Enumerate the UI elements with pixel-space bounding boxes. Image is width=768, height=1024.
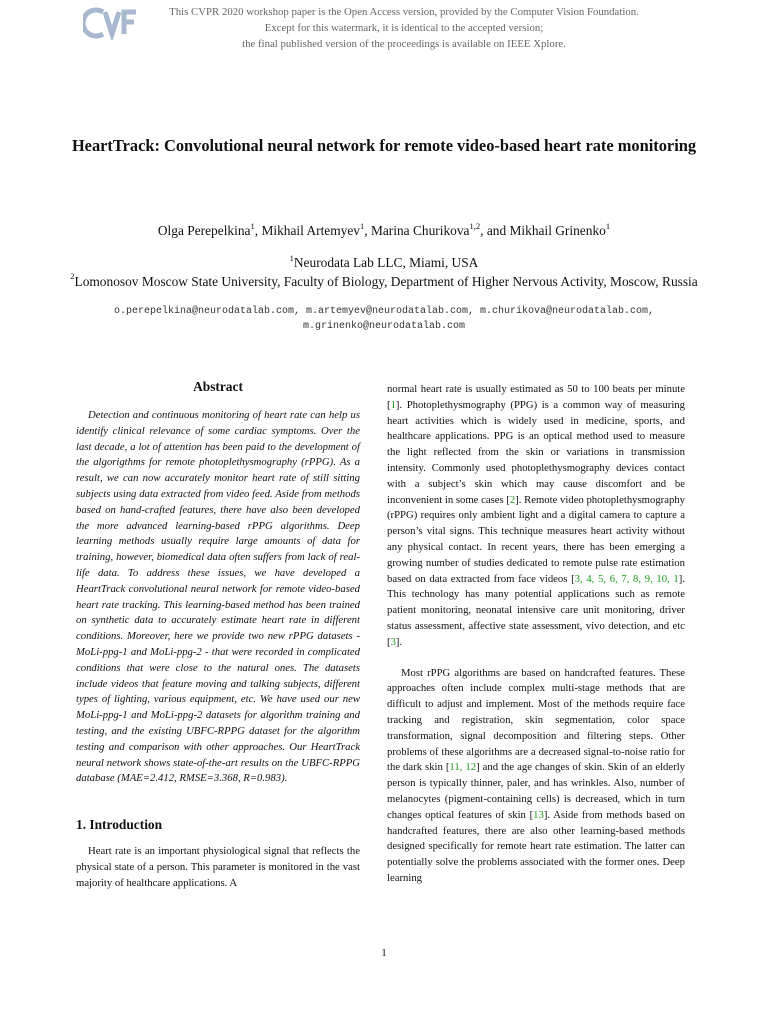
body-paragraph xyxy=(387,382,685,651)
abstract-text: Detection and continuous monitoring of heart rate can help us identify clinical relevance of some cardiac symptoms. Over the last decade, a lot of attention has been paid to the development of the algorigthms for remote photoplethysmography (rPPG). As a result, we can now accurately monitor heart rate of still sitting subjects using data extracted from video feed. Aside from methods based on hand-crafted features, there have also been developed the more advanced learning-based rPPG algorithms. Deep learning methods usually require large amounts of data for training, however, biomedical data often suffers from lack of real-life data. To address these issues, we have developed a HeartTrack convolutional neural network for remote video-based heart rate tracking. This learning-based method has been trained on synthetic data to accurately estimate heart rate in different conditions. Moreover, here we provide two new rPPG datasets - MoLi-ppg-1 and MoLi-ppg-2 - that were recorded in complicated conditions that were close to the natural ones. The datasets include videos that feature moving and talking subjects, different types of lighting, various equipment, etc. We have used our new MoLi-ppg-1 and MoLi-ppg-2 datasets for algorithm training and testing, and the existing UBFC-RPPG dataset for the algorithm testing and comparison with other approaches. Our HeartTrack neural network shows state-of-the-art results on the UBFC-RPPG database (MAE=2.412, RMSE=3.368, R=0.983). xyxy=(76,409,360,785)
author-name: Mikhail Grinenko xyxy=(509,223,606,238)
author-separator: , xyxy=(254,223,262,238)
left-column xyxy=(76,378,360,902)
body-paragraph xyxy=(387,666,685,887)
author-name: Marina Churikova xyxy=(370,223,470,238)
affiliation-1 xyxy=(40,254,728,273)
citation-link[interactable]: 3, 4, 5, 6, 7, 8, 9, 10, 1 xyxy=(574,572,679,585)
author-name: Olga Perepelkina xyxy=(157,223,251,238)
author-name: Mikhail Artemyev xyxy=(261,223,360,238)
affil-text: Neurodata Lab LLC, Miami, USA xyxy=(293,255,479,270)
author-affil-sup: 1 xyxy=(605,220,611,231)
paper-title: HeartTrack: Convolutional neural network for remote video-based heart rate monitoring xyxy=(71,136,697,155)
body-text: ] and the age changes of skin. Skin of an elderly person is typically thinner, paler, and has wrinkles. Also, number of melanocytes (pigment-containing cells) is decreased, which in turn changes optical features of skin [ xyxy=(387,761,686,821)
affiliations xyxy=(40,254,728,291)
body-text: ]. xyxy=(395,635,403,648)
abstract-heading: Abstract xyxy=(193,379,243,394)
email-line-2: m.grinenko@neurodatalab.com xyxy=(302,320,466,332)
body-text: ]. Photoplethysmography (PPG) is a common way of measuring heart activities which is widely used in medicine, sports, and healthcare applications. PPG is an optical method used to measure the light reflected from the skin or variations in transmission intensity. Commonly used photoplethysmography devices contact with a subject’s skin which may cause discomfort and be inconvenient in some cases [ xyxy=(387,398,685,506)
watermark-line-1: This CVPR 2020 workshop paper is the Open Access version, provided by the Computer Vision Foundation. xyxy=(169,6,639,18)
watermark-line-3: the final published version of the proceedings is available on IEEE Xplore. xyxy=(242,38,566,50)
affiliation-2 xyxy=(40,273,728,292)
watermark-notice xyxy=(0,4,768,52)
citation-link[interactable]: 3 xyxy=(390,635,396,648)
introduction-heading: 1. Introduction xyxy=(76,817,163,833)
author-separator: , xyxy=(364,223,371,238)
body-text: ]. Aside from methods based on handcrafted features, there are also other learning-based methods designed specifically for remote heart rate estimation. The latter can potentially solve the problems associated with the former ones. Deep learning xyxy=(387,808,686,884)
author-affil-sup: 1,2 xyxy=(469,220,481,231)
body-text: normal heart rate is usually estimated as 50 to 100 beats per minute [ xyxy=(387,383,685,411)
affil-text: Lomonosov Moscow State University, Faculty of Biology, Department of Higher Nervous Activity, Moscow, Russia xyxy=(74,273,698,289)
citation-link[interactable]: 2 xyxy=(509,493,516,506)
author-affil-sup: 1 xyxy=(360,220,365,231)
author-separator: , and xyxy=(480,223,510,238)
watermark-line-2: Except for this watermark, it is identical to the accepted version; xyxy=(264,22,544,34)
author-affil-sup: 1 xyxy=(250,220,255,231)
affil-sup: 1 xyxy=(289,252,294,263)
right-column xyxy=(387,382,685,887)
page-number: 1 xyxy=(381,947,387,959)
body-text: Most rPPG algorithms are based on handcrafted features. These approaches often include complex multi-stage methods that are difficult to adjust and implement. Most of the methods require face tracking and registration, skin segmentation, color space transformation, signal decomposition and filtering steps. Other problems of these algorithms are a decreased signal-to-noise ratio for the dark skin [ xyxy=(387,666,685,774)
citation-link[interactable]: 1 xyxy=(390,398,396,411)
author-emails xyxy=(40,305,728,334)
citation-link[interactable]: 13 xyxy=(533,808,544,821)
body-text: ]. Remote video photoplethysmography (rPPG) requires only ambient light and a digital camera to capture a person’s vital signs. This technique measures heart activity without any physical contact. In recent years, there has been emerging a growing number of studies dedicated to remote pulse rate estimation based on data extracted from face videos [ xyxy=(387,493,686,585)
affil-sup: 2 xyxy=(70,271,75,282)
introduction-text: Heart rate is an important physiological signal that reflects the physical state of a person. This parameter is monitored in the vast majority of healthcare applications. A xyxy=(76,845,360,889)
email-line-1: o.perepelkina@neurodatalab.com, m.artemyev@neurodatalab.com, m.churikova@neurodatalab.com, xyxy=(113,306,655,317)
author-list xyxy=(0,221,768,241)
citation-link[interactable]: 11, 12 xyxy=(449,761,477,774)
body-text: ]. This technology has many potential applications such as remote patient monitoring, neonatal intensive care unit monitoring, driver status assessment, affective state assessment, vivo detection, and etc [ xyxy=(387,572,686,648)
